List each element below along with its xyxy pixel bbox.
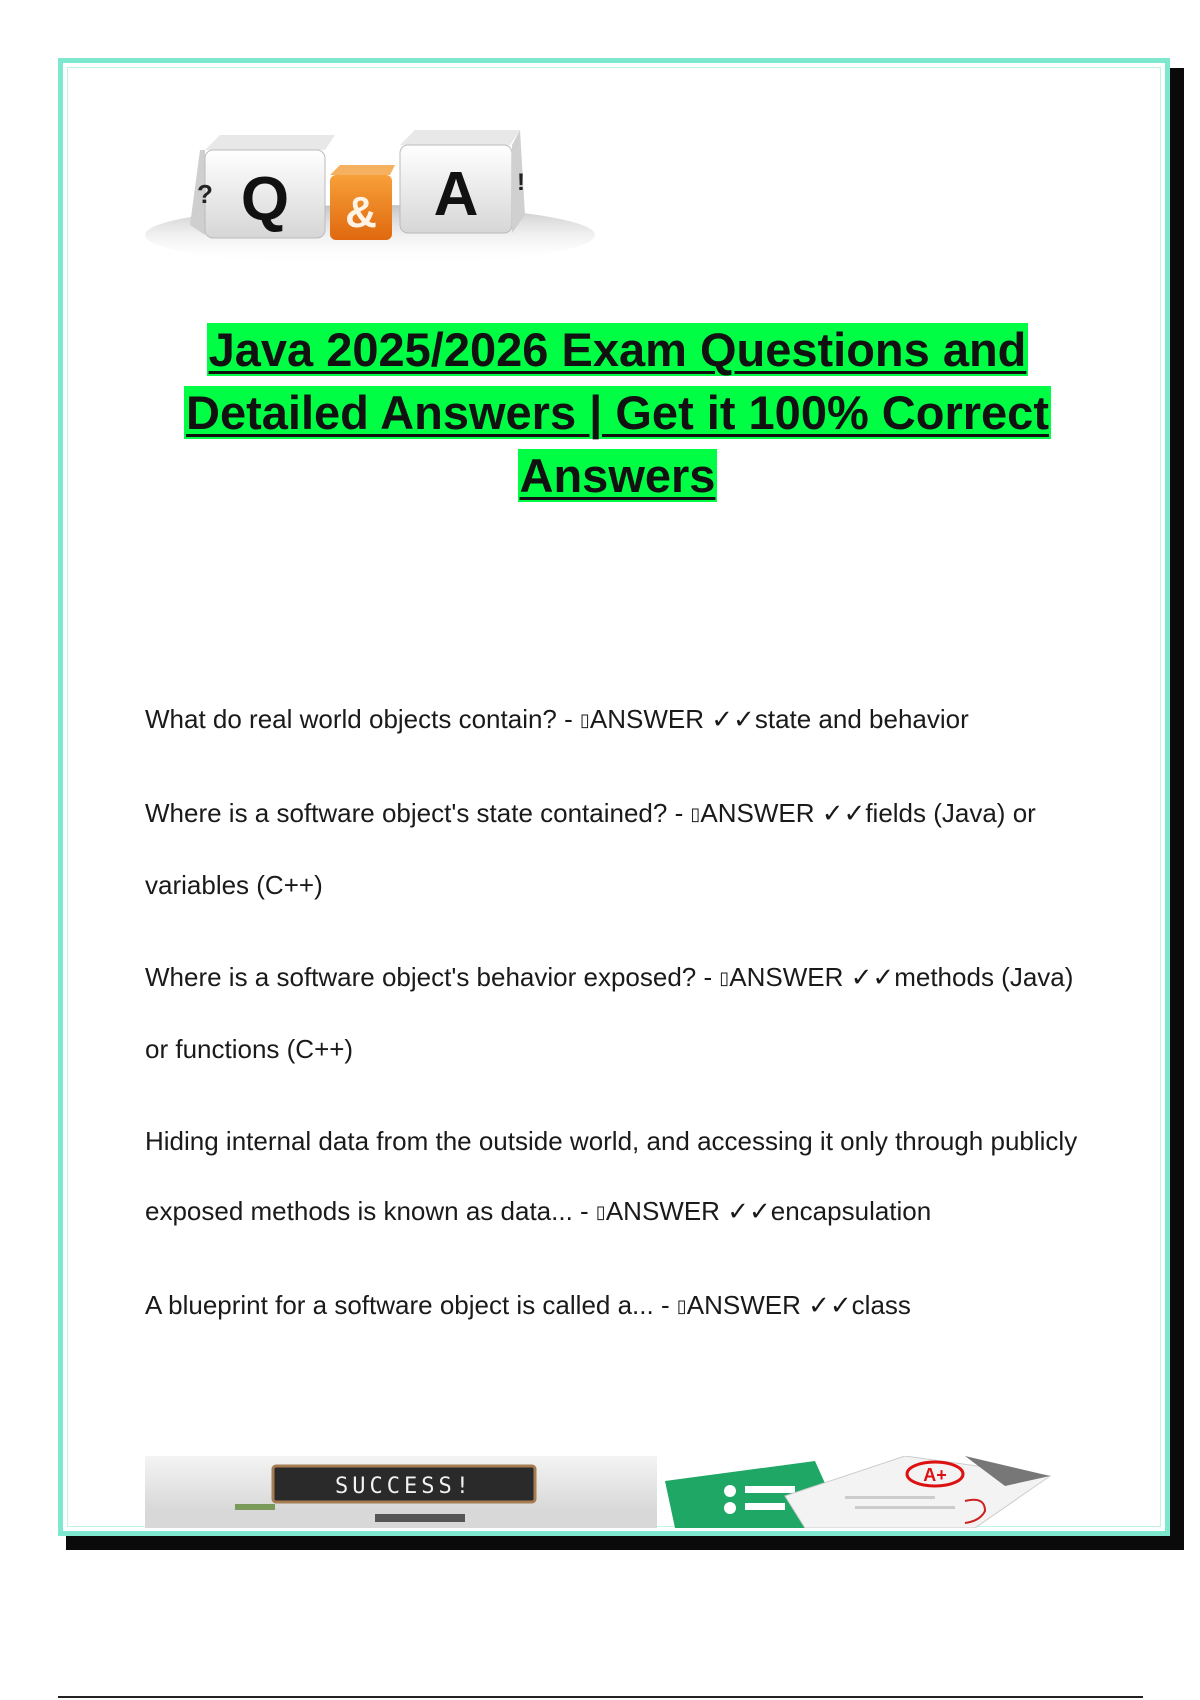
- question-text: Where is a software object's behavior exposed? -: [145, 962, 720, 992]
- answer-marker-icon: ▯: [580, 710, 590, 731]
- question-text: Hiding internal data from the outside world, and accessing it only through publicly exposed methods is known as data... -: [145, 1126, 1078, 1226]
- answer-text: state and behavior: [754, 704, 969, 734]
- answer-marker-icon: ▯: [676, 1296, 687, 1317]
- dice-letter-q: Q: [240, 165, 290, 234]
- title-line-3: Answers: [519, 449, 716, 502]
- check-marks-icon: ✓✓: [850, 963, 895, 993]
- qa-item: [145, 942, 1095, 1084]
- bottom-banner: [145, 1456, 1065, 1528]
- qa-list: [145, 684, 1095, 1364]
- dice-q: [190, 135, 335, 238]
- check-marks-icon: ✓✓: [821, 799, 866, 829]
- answer-text: class: [851, 1290, 911, 1320]
- question-text: What do real world objects contain? -: [145, 704, 580, 734]
- check-marks-icon: ✓✓: [711, 705, 755, 735]
- dice-letter-a: A: [433, 160, 479, 229]
- qa-item: [145, 1270, 1095, 1342]
- grade-text: A+: [923, 1465, 947, 1485]
- answer-label: ANSWER: [729, 962, 844, 992]
- qa-item: [145, 1106, 1095, 1248]
- svg-text:!: !: [517, 169, 525, 196]
- document-title: [130, 318, 1105, 507]
- answer-label: ANSWER: [700, 798, 815, 828]
- answer-label: ANSWER: [605, 1196, 720, 1226]
- success-sign-text: SUCCESS!: [335, 1474, 473, 1499]
- grade-sheet-icon: [665, 1456, 1050, 1528]
- answer-marker-icon: ▯: [719, 968, 730, 989]
- answer-marker-icon: ▯: [690, 804, 701, 825]
- question-text: Where is a software object's state contained? -: [145, 798, 691, 828]
- check-marks-icon: ✓✓: [808, 1291, 852, 1321]
- answer-marker-icon: ▯: [595, 1202, 606, 1223]
- answer-text: encapsulation: [770, 1196, 932, 1226]
- success-sign-icon: [145, 1456, 657, 1528]
- qa-dice-icon: [145, 85, 600, 280]
- footer-divider: [58, 1696, 1143, 1698]
- title-line-1: Java 2025/2026 Exam Questions and: [208, 323, 1027, 376]
- qa-item: [145, 778, 1095, 920]
- dice-ampersand: [330, 165, 395, 240]
- answer-label: ANSWER: [686, 1290, 801, 1320]
- qa-item: [145, 684, 1095, 756]
- title-line-2: Detailed Answers | Get it 100% Correct: [186, 386, 1049, 439]
- answer-label: ANSWER: [589, 704, 705, 734]
- check-marks-icon: ✓✓: [727, 1197, 771, 1227]
- dice-a: [400, 130, 525, 233]
- dice-letter-amp: &: [345, 188, 377, 237]
- answer-text: fields (Java) or variables (C++): [145, 798, 1036, 900]
- svg-text:?: ?: [197, 179, 213, 209]
- answer-text: methods (Java) or functions (C++): [145, 962, 1074, 1064]
- question-text: A blueprint for a software object is called a... -: [145, 1290, 677, 1320]
